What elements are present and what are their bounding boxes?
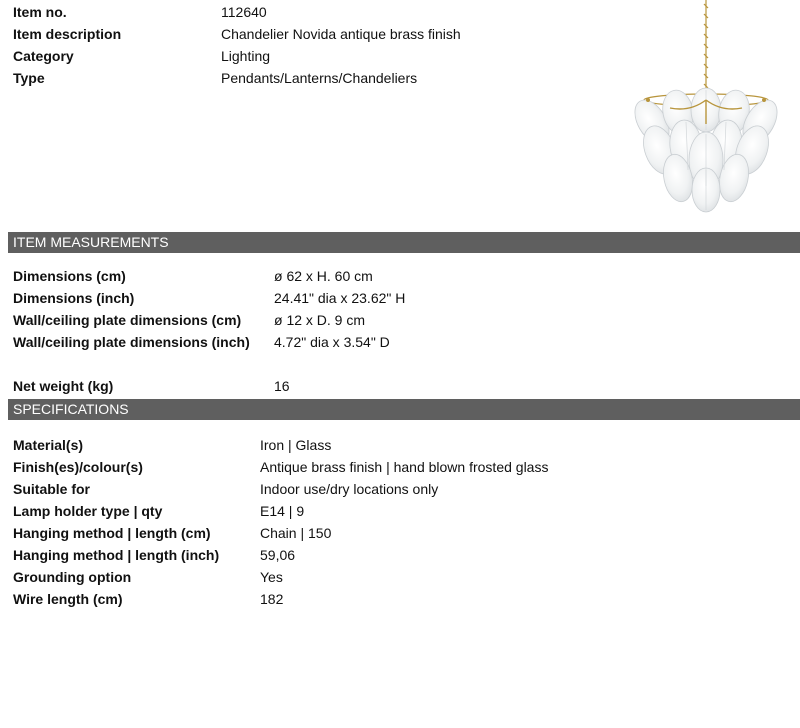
category-label: Category <box>13 48 74 64</box>
grounding-label: Grounding option <box>13 569 132 585</box>
suitable-for-label: Suitable for <box>13 481 91 497</box>
lamp-holder-label: Lamp holder type | qty <box>13 503 163 519</box>
item-description-value: Chandelier Novida antique brass finish <box>221 26 461 42</box>
materials-value: Iron | Glass <box>260 437 332 453</box>
grounding-value: Yes <box>260 569 283 585</box>
materials-label: Material(s) <box>13 437 84 453</box>
hanging-inch-label: Hanging method | length (inch) <box>13 547 220 563</box>
finish-label: Finish(es)/colour(s) <box>13 459 143 475</box>
wire-length-value: 182 <box>260 591 284 607</box>
plate-dimensions-inch-label: Wall/ceiling plate dimensions (inch) <box>13 334 250 350</box>
hanging-cm-value: Chain | 150 <box>260 525 332 541</box>
wire-length-label: Wire length (cm) <box>13 591 123 607</box>
type-label: Type <box>13 70 45 86</box>
category-value: Lighting <box>221 48 271 64</box>
plate-dimensions-cm-label: Wall/ceiling plate dimensions (cm) <box>13 312 242 328</box>
hanging-inch-value: 59,06 <box>260 547 296 563</box>
dimensions-cm-value: ø 62 x H. 60 cm <box>274 268 373 284</box>
dimensions-cm-label: Dimensions (cm) <box>13 268 126 284</box>
net-weight-label: Net weight (kg) <box>13 378 114 394</box>
item-no-label: Item no. <box>13 4 67 20</box>
plate-dimensions-cm-value: ø 12 x D. 9 cm <box>274 312 366 328</box>
finish-value: Antique brass finish | hand blown frosted glass <box>260 459 549 475</box>
suitable-for-value: Indoor use/dry locations only <box>260 481 439 497</box>
dimensions-inch-label: Dimensions (inch) <box>13 290 135 306</box>
net-weight-value: 16 <box>274 378 290 394</box>
hanging-cm-label: Hanging method | length (cm) <box>13 525 211 541</box>
type-value: Pendants/Lanterns/Chandeliers <box>221 70 418 86</box>
dimensions-inch-value: 24.41" dia x 23.62" H <box>274 290 406 306</box>
specifications-header: SPECIFICATIONS <box>8 399 800 420</box>
item-description-label: Item description <box>13 26 122 42</box>
item-no-value: 112640 <box>221 4 267 20</box>
plate-dimensions-inch-value: 4.72" dia x 3.54" D <box>274 334 390 350</box>
chandelier-product-image <box>630 0 790 216</box>
lamp-holder-value: E14 | 9 <box>260 503 305 519</box>
item-measurements-header: ITEM MEASUREMENTS <box>8 232 800 253</box>
